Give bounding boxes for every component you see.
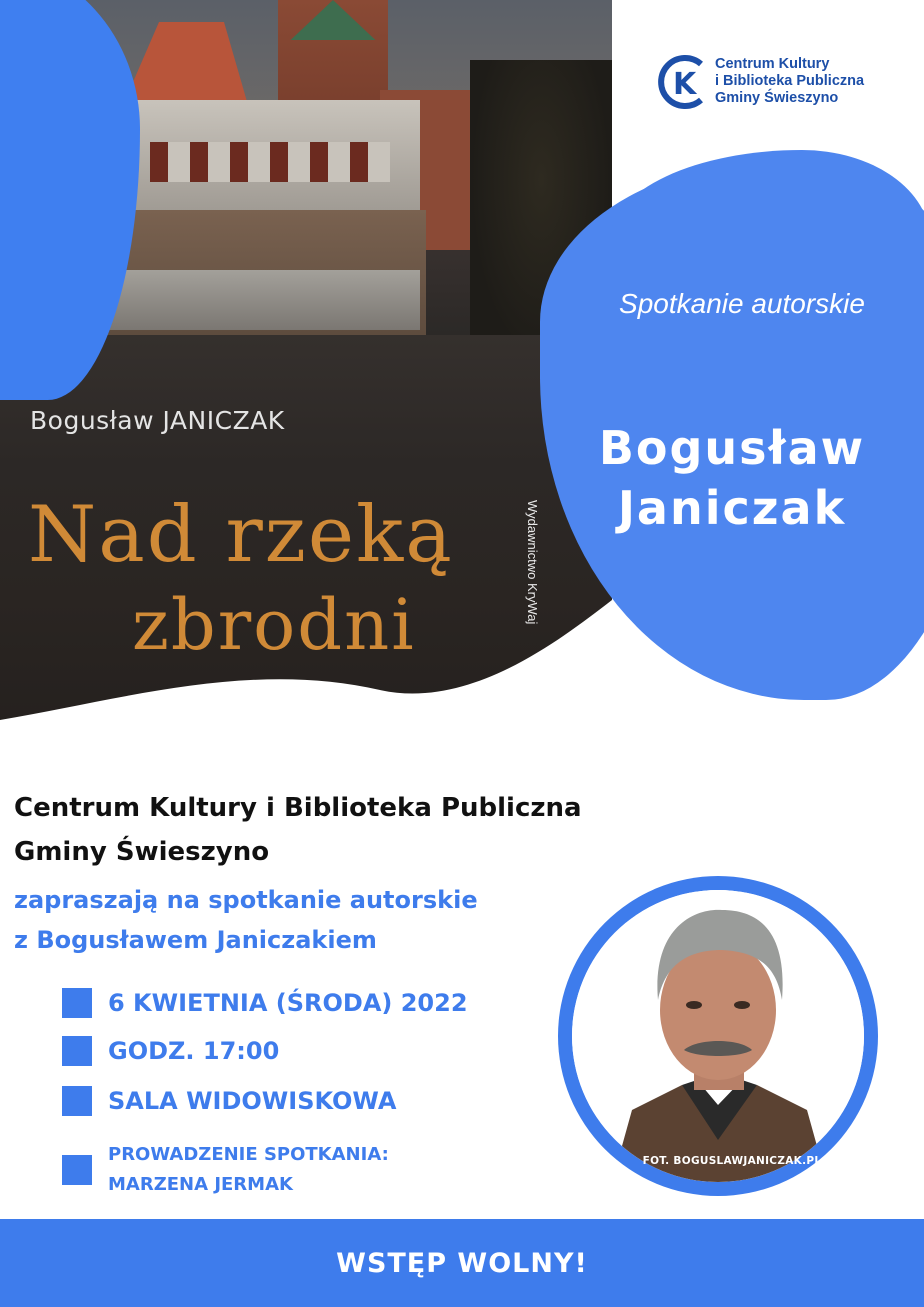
organizer-line2: Gminy Świeszyno [14, 837, 270, 867]
blue-decor-right-top [610, 150, 924, 240]
invitation [14, 880, 634, 960]
detail-host-text [108, 1140, 389, 1200]
organizer-line1: Centrum Kultury i Biblioteka Publiczna [14, 793, 582, 823]
square-bullet-icon [62, 1036, 92, 1066]
event-type: Spotkanie autorskie [619, 288, 865, 319]
logo-line2: i Biblioteka Publiczna [715, 73, 865, 89]
organizer [14, 786, 714, 874]
footer-banner [0, 1219, 924, 1307]
invitation-line2: z Bogusławem Janiczakiem [14, 926, 377, 954]
cover-title-line1 [28, 490, 454, 580]
author-first-name: Bogusław [598, 421, 866, 475]
author-name [540, 418, 924, 538]
photo-credit: FOT. BOGUSLAWJANICZAK.PL [642, 1155, 822, 1167]
logo-line1: Centrum Kultury [715, 56, 830, 72]
cover-author: Bogusław JANICZAK [30, 406, 285, 435]
detail-venue-text: SALA WIDOWISKOWA [108, 1087, 397, 1115]
cover-publisher: Wydawnictwo KryWaj [525, 500, 540, 625]
square-bullet-icon [62, 1086, 92, 1116]
cover-title-line1-text: Nad rzeką [28, 490, 454, 580]
detail-date [62, 988, 468, 1018]
ck-monogram-icon [657, 54, 711, 110]
author-photo [572, 890, 864, 1182]
detail-venue [62, 1086, 396, 1116]
logo-text [715, 56, 864, 107]
square-bullet-icon [62, 988, 92, 1018]
square-bullet-icon [62, 1155, 92, 1185]
detail-host-line1: PROWADZENIE SPOTKANIA: [108, 1144, 389, 1165]
detail-date-text: 6 KWIETNIA (ŚRODA) 2022 [108, 989, 468, 1017]
invitation-line1: zapraszają na spotkanie autorskie [14, 886, 478, 914]
cover-title-line2-text: zbrodni [132, 584, 416, 666]
footer-text: WSTĘP WOLNY! [336, 1247, 588, 1279]
detail-time-text: GODZ. 17:00 [108, 1037, 280, 1065]
cover-title-line2 [132, 584, 416, 666]
author-last-name: Janiczak [617, 481, 847, 535]
organization-logo [657, 52, 907, 114]
logo-line3: Gminy Świeszyno [715, 90, 839, 106]
detail-host [62, 1140, 389, 1200]
detail-time [62, 1036, 279, 1066]
svg-text:K: K [673, 67, 697, 102]
author-portrait-image [572, 890, 864, 1182]
detail-host-line2: MARZENA JERMAK [108, 1174, 293, 1195]
